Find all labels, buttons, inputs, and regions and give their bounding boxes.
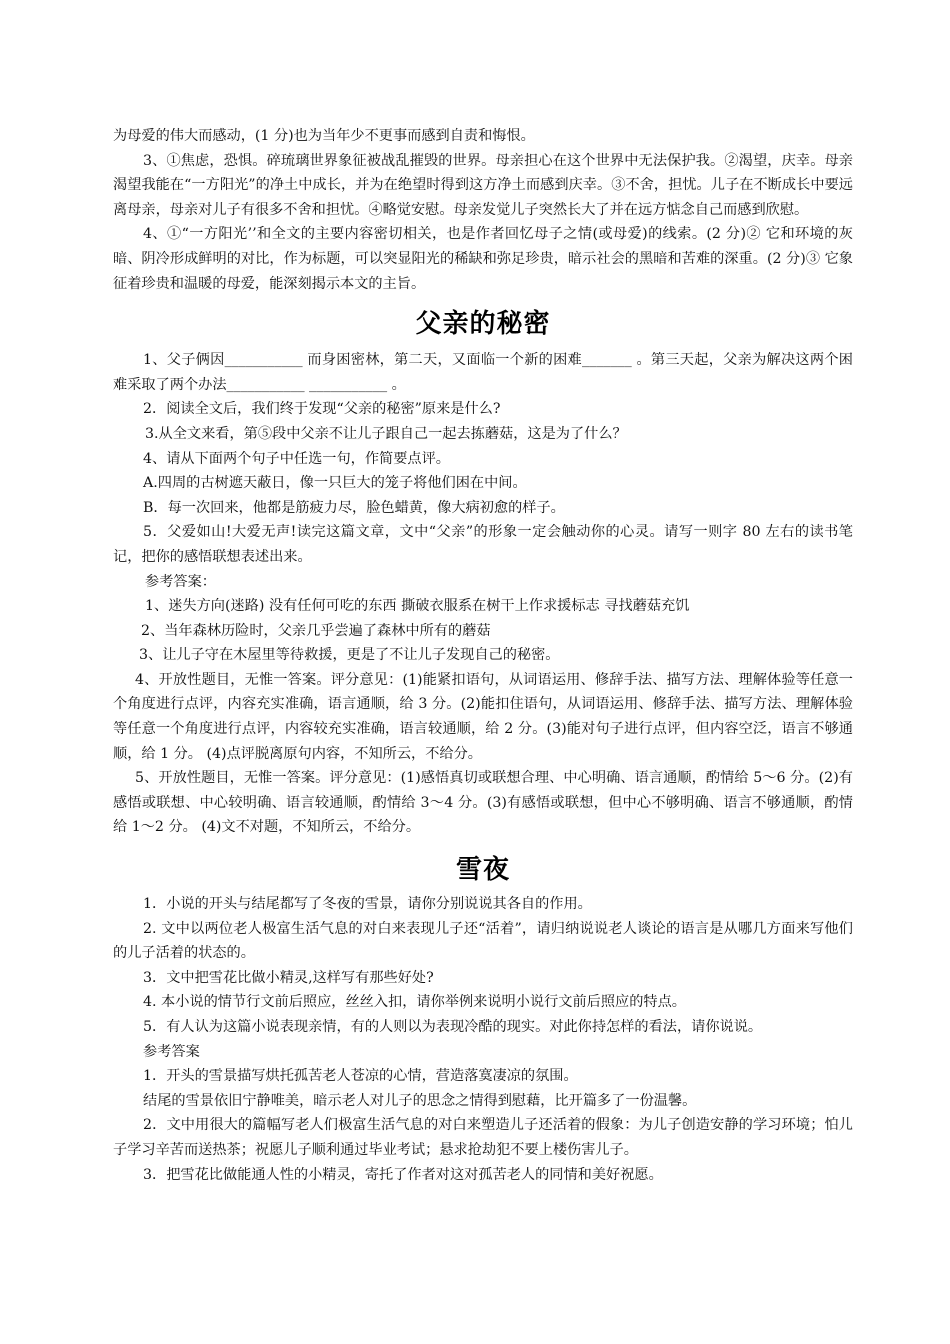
- question-4-option-a: A.四周的古树遮天蔽日，像一只巨大的笼子将他们困在中间。: [143, 475, 527, 492]
- answer-label: 参考答案: [143, 1043, 200, 1060]
- question-1: 1、父子俩因___________ 而身困密林，第二天，又面临一个新的困难_______ 。第三天起，父亲为解决这两个困难采取了两个办法___________ ___________ 。: [113, 352, 853, 393]
- question-4: 4、请从下面两个句子中任选一句，作简要点评。: [143, 450, 450, 467]
- answer-2: 2．文中用很大的篇幅写老人们极富生活气息的对白来塑造儿子还活着的假象：为儿子创造安静的学习环境；怕儿子学习辛苦而送热茶；祝愿儿子顺利通过毕业考试；悬求抢劫犯不要上楼伤害儿子。: [113, 1117, 853, 1158]
- answer-3: 3、让儿子守在木屋里等待救援，更是了不让儿子发现自己的秘密。: [139, 647, 560, 664]
- answer-1: 1、迷失方向(迷路) 没有任何可吃的东西 撕破衣服系在树干上作求援标志 寻找蘑菇充饥: [145, 598, 690, 615]
- answer-label: 参考答案：: [145, 573, 216, 590]
- answer-3: 3、①焦虑，恐惧。碎琉璃世界象征被战乱摧毁的世界。母亲担心在这个世界中无法保护我。②渴望，庆幸。母亲渴望我能在“一方阳光”的净土中成长，并为在绝望时得到这方净土而感到庆幸。③不舍，担忧。儿子在不断成长中要远离母亲，母亲对儿子有很多不舍和担忧。④略觉安慰。母亲发觉儿子突然长大了并在远方惦念自己而感到欣慰。: [113, 152, 853, 218]
- paragraph-continuation: 为母爱的伟大而感动，(1 分)也为当年少不更事而感到自责和悔恨。: [113, 128, 535, 144]
- question-3: 3．文中把雪花比做小精灵,这样写有那些好处?: [143, 969, 434, 986]
- answer-5: 5、开放性题目，无惟一答案。评分意见：(1)感悟真切或联想合理、中心明确、语言通顺，酌情给 5～6 分。(2)有感悟或联想、中心较明确、语言较通顺，酌情给 3～4 分。(3)有感悟或联想，但中心不够明确、语言不够通顺，酌情给 1～2 分。 (4)文不对题，不知所云，不给分。: [113, 770, 853, 836]
- question-5: 5．父爱如山!大爱无声!读完这篇文章，文中“父亲”的形象一定会触动你的心灵。请写一则字 80 左右的读书笔记，把你的感悟联想表述出来。: [113, 524, 853, 565]
- question-2: 2．阅读全文后，我们终于发现“父亲的秘密”原来是什么?: [143, 401, 501, 418]
- answer-1-continued: 结尾的雪景依旧宁静唯美，暗示老人对儿子的思念之情得到慰藉，比开篇多了一份温馨。: [143, 1092, 697, 1109]
- answer-4: 4、①“一方阳光’’和全文的主要内容密切相关，也是作者回忆母子之情(或母爱)的线索。(2 分)② 它和环境的灰暗、阴冷形成鲜明的对比，作为标题，可以突显阳光的稀缺和弥足珍贵，暗示社会的黑暗和苦难的深重。(2 分)③ 它象征着珍贵和温暖的母爱，能深刻揭示本文的主旨。: [113, 226, 853, 292]
- answer-3: 3．把雪花比做能通人性的小精灵，寄托了作者对这对孤苦老人的同情和美好祝愿。: [143, 1166, 663, 1183]
- question-2: 2. 文中以两位老人极富生活气息的对白来表现儿子还“活着”，请归纳说说老人谈论的语言是从哪几方面来写他们的儿子活着的状态的。: [113, 920, 853, 962]
- question-4: 4. 本小说的情节行文前后照应，丝丝入扣，请你举例来说明小说行文前后照应的特点。: [143, 994, 686, 1011]
- section-title-snow-night: 雪夜: [455, 855, 510, 886]
- answer-4: 4、开放性题目，无惟一答案。评分意见：(1)能紧扣语句，从词语运用、修辞手法、描写方法、理解体验等任意一个角度进行点评，内容充实准确，语言通顺，给 3 分。(2)能扣住语句，从词语运用、修辞手法、描写方法、理解体验等任意一个角度进行点评，内容较充实准确，语言较通顺，给 2 分。(3)能对句子进行点评，但内容空泛，语言不够通顺，给 1 分。 (4)点评脱离原句内容，不知所云，不给分。: [113, 671, 853, 762]
- document-page: [113, 124, 853, 1187]
- question-4-option-b: B．每一次回来，他都是筋疲力尽，脸色蜡黄，像大病初愈的样子。: [143, 499, 565, 516]
- question-5: 5．有人认为这篇小说表现亲情，有的人则以为表现冷酷的现实。对此你持怎样的看法，请你说说。: [143, 1019, 763, 1035]
- answer-2: 2、当年森林历险时，父亲几乎尝遍了森林中所有的蘑菇: [141, 622, 491, 639]
- question-3: 3.从全文来看，第⑤段中父亲不让儿子跟自己一起去拣蘑菇，这是为了什么？: [145, 425, 627, 442]
- answer-1: 1．开头的雪景描写烘托孤苦老人苍凉的心情，营造落寞凄凉的氛围。: [143, 1068, 578, 1085]
- section-title-father-secret: 父亲的秘密: [415, 309, 551, 340]
- question-1: 1．小说的开头与结尾都写了冬夜的雪景，请你分别说说其各自的作用。: [143, 896, 592, 913]
